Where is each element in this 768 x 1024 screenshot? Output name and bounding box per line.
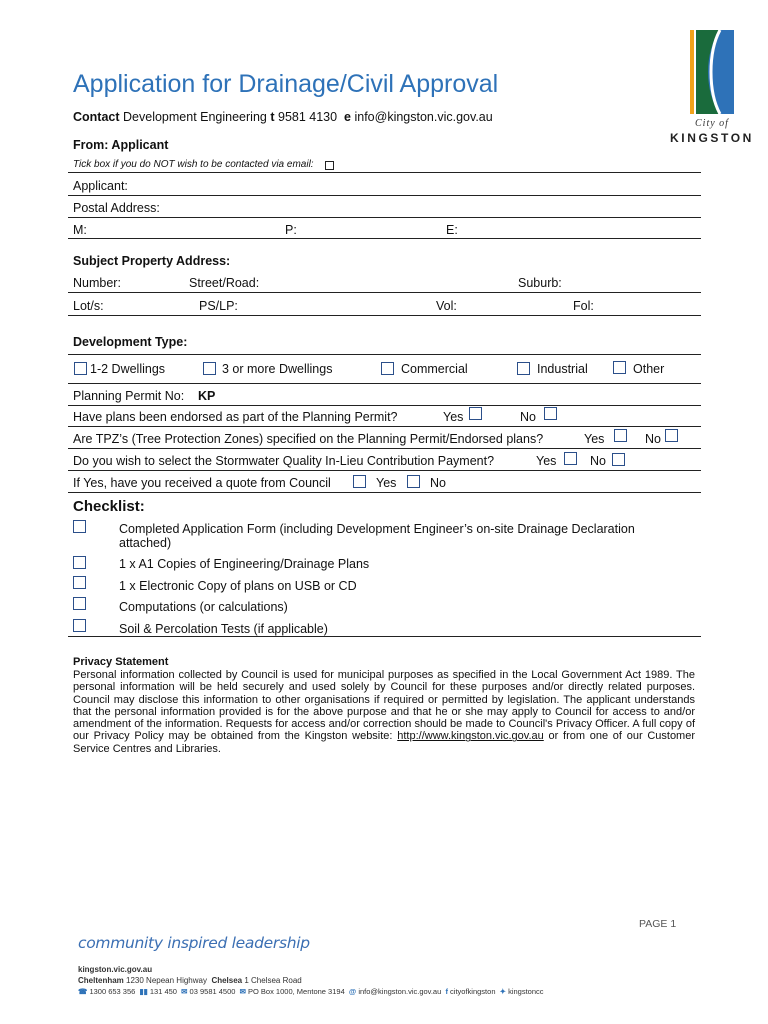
footer-po: PO Box 1000, Mentone 3194 [248, 987, 345, 996]
tpz-no-checkbox[interactable] [665, 429, 678, 442]
phone-icon: ☎ [78, 987, 88, 996]
email-field-label: E: [446, 223, 458, 237]
plans-endorsed-yes-checkbox[interactable] [469, 407, 482, 420]
divider [68, 315, 701, 316]
fol-label: Fol: [573, 299, 594, 313]
dev-type-option: 3 or more Dwellings [222, 362, 333, 376]
contact-phone: 9581 4130 [278, 110, 338, 124]
street-label: Street/Road: [189, 276, 260, 290]
privacy-statement [73, 669, 695, 755]
email-icon: @ [348, 987, 357, 996]
dev-type-3-or-more-checkbox[interactable] [203, 362, 216, 375]
loc1-addr: 1230 Nepean Highway [126, 976, 207, 985]
page-number: PAGE 1 [639, 918, 677, 930]
mailbox-icon: ✉ [239, 987, 246, 996]
footer-tty: 131 450 [149, 987, 177, 996]
footer-email[interactable]: info@kingston.vic.gov.au [358, 987, 442, 996]
stormwater-yes-checkbox[interactable] [564, 452, 577, 465]
tty-icon: ▮▮ [139, 987, 148, 996]
checklist-application-form-checkbox[interactable] [73, 520, 86, 533]
no-label: No [430, 476, 446, 490]
phone-label: t [270, 110, 275, 124]
logo-city-of: City of [695, 118, 729, 129]
question-plans-endorsed: Have plans been endorsed as part of the Planning Permit? [73, 410, 398, 424]
checklist-item: attached) [119, 536, 172, 550]
footer-addresses [78, 976, 302, 985]
postal-address-label: Postal Address: [73, 201, 160, 215]
privacy-text: Personal information collected by Council is used for municipal purposes as specified in the Local Government Act 1989. The personal information will be held securely and used solely by Council for these purposes and/or directly related purposes. Council may disclose this information to other organisations if required or permitted by legislation. The applicant understands that the personal information provided is for the above purpose and that he or she may apply to Council for access to and/or amendment of the information. Requests for access and/or correction should be made to Council's Privacy Officer. A full copy of our Privacy Policy may be obtained from the Kingston website: [73, 669, 695, 743]
phone-field-label: P: [285, 223, 297, 237]
divider [68, 636, 701, 637]
kingston-logo-mark-icon [690, 30, 734, 114]
contact-line [73, 110, 493, 124]
question-stormwater: Do you wish to select the Stormwater Quality In-Lieu Contribution Payment? [73, 454, 495, 468]
divider [68, 492, 701, 493]
footer-contacts [78, 987, 544, 996]
no-label: No [520, 410, 536, 424]
lot-label: Lot/s: [73, 299, 104, 313]
planning-permit-value: KP [198, 389, 216, 403]
page-title: Application for Drainage/Civil Approval [73, 70, 499, 98]
footer-fax: 03 9581 4500 [189, 987, 236, 996]
twitter-icon: ✦ [499, 987, 506, 996]
loc2-addr: 1 Chelsea Road [244, 976, 302, 985]
checklist-item: 1 x A1 Copies of Engineering/Drainage Plans [119, 557, 370, 571]
mobile-label: M: [73, 223, 87, 237]
divider [68, 354, 701, 355]
pslp-label: PS/LP: [199, 299, 238, 313]
facebook-icon: f [445, 987, 448, 996]
footer-website[interactable]: kingston.vic.gov.au [78, 965, 153, 974]
contact-email[interactable]: info@kingston.vic.gov.au [354, 110, 493, 124]
plans-endorsed-no-checkbox[interactable] [544, 407, 557, 420]
no-label: No [590, 454, 606, 468]
privacy-title: Privacy Statement [73, 656, 169, 668]
checklist-title: Checklist: [73, 498, 145, 515]
checklist-item: Completed Application Form (including Development Engineer’s on-site Drainage Declaration [119, 522, 635, 536]
dev-type-option: Industrial [537, 362, 588, 376]
property-heading: Subject Property Address: [73, 254, 231, 268]
checklist-item: 1 x Electronic Copy of plans on USB or CD [119, 579, 357, 593]
planning-permit-label: Planning Permit No: [73, 389, 185, 403]
email-label: e [344, 110, 351, 124]
checklist-item: Soil & Percolation Tests (if applicable) [119, 622, 328, 636]
divider [68, 448, 701, 449]
kingston-website-link[interactable]: http://www.kingston.vic.gov.au [397, 730, 544, 743]
no-email-checkbox[interactable] [325, 161, 334, 170]
question-quote: If Yes, have you received a quote from Council [73, 476, 331, 490]
contact-dept: Development Engineering [123, 110, 267, 124]
question-tpz: Are TPZ’s (Tree Protection Zones) specified on the Planning Permit/Endorsed plans? [73, 432, 544, 446]
vol-label: Vol: [436, 299, 457, 313]
dev-type-option: Commercial [401, 362, 468, 376]
checklist-soil-tests-checkbox[interactable] [73, 619, 86, 632]
no-email-note: Tick box if you do NOT wish to be contacted via email: [73, 159, 314, 170]
dev-type-option: Other [633, 362, 665, 376]
development-heading: Development Type: [73, 335, 188, 349]
divider [68, 172, 701, 173]
dev-type-other-checkbox[interactable] [613, 361, 626, 374]
kingston-logo [668, 30, 756, 150]
tagline: community inspired leadership [78, 934, 310, 952]
applicant-label: Applicant: [73, 179, 128, 193]
checklist-electronic-copy-checkbox[interactable] [73, 576, 86, 589]
dev-type-1-2-dwellings-checkbox[interactable] [74, 362, 87, 375]
privacy-tail: or from one of our Customer Service Centres and Libraries. [73, 730, 696, 755]
suburb-label: Suburb: [518, 276, 562, 290]
stormwater-no-checkbox[interactable] [612, 453, 625, 466]
logo-name: KINGSTON [670, 131, 754, 145]
contact-label: Contact [73, 110, 120, 124]
divider [68, 405, 701, 406]
dev-type-industrial-checkbox[interactable] [517, 362, 530, 375]
loc2-name: Chelsea [211, 976, 243, 985]
dev-type-commercial-checkbox[interactable] [381, 362, 394, 375]
yes-label: Yes [584, 432, 605, 446]
checklist-computations-checkbox[interactable] [73, 597, 86, 610]
quote-no-checkbox[interactable] [407, 475, 420, 488]
no-label: No [645, 432, 661, 446]
divider [68, 238, 701, 239]
yes-label: Yes [536, 454, 557, 468]
yes-label: Yes [376, 476, 397, 490]
yes-label: Yes [443, 410, 464, 424]
checklist-item: Computations (or calculations) [119, 600, 288, 614]
footer-facebook[interactable]: cityofkingston [450, 987, 496, 996]
dev-type-option: 1-2 Dwellings [90, 362, 166, 376]
applicant-heading: From: Applicant [73, 138, 169, 152]
divider [68, 195, 701, 196]
divider [68, 383, 701, 384]
divider [68, 217, 701, 218]
divider [68, 292, 701, 293]
checklist-a1-copies-checkbox[interactable] [73, 556, 86, 569]
number-label: Number: [73, 276, 121, 290]
tpz-yes-checkbox[interactable] [614, 429, 627, 442]
footer-twitter[interactable]: kingstoncc [508, 987, 544, 996]
divider [68, 426, 701, 427]
footer-phone: 1300 653 356 [89, 987, 136, 996]
quote-yes-checkbox[interactable] [353, 475, 366, 488]
divider [68, 470, 701, 471]
loc1-name: Cheltenham [78, 976, 124, 985]
fax-icon: ✉ [181, 987, 188, 996]
